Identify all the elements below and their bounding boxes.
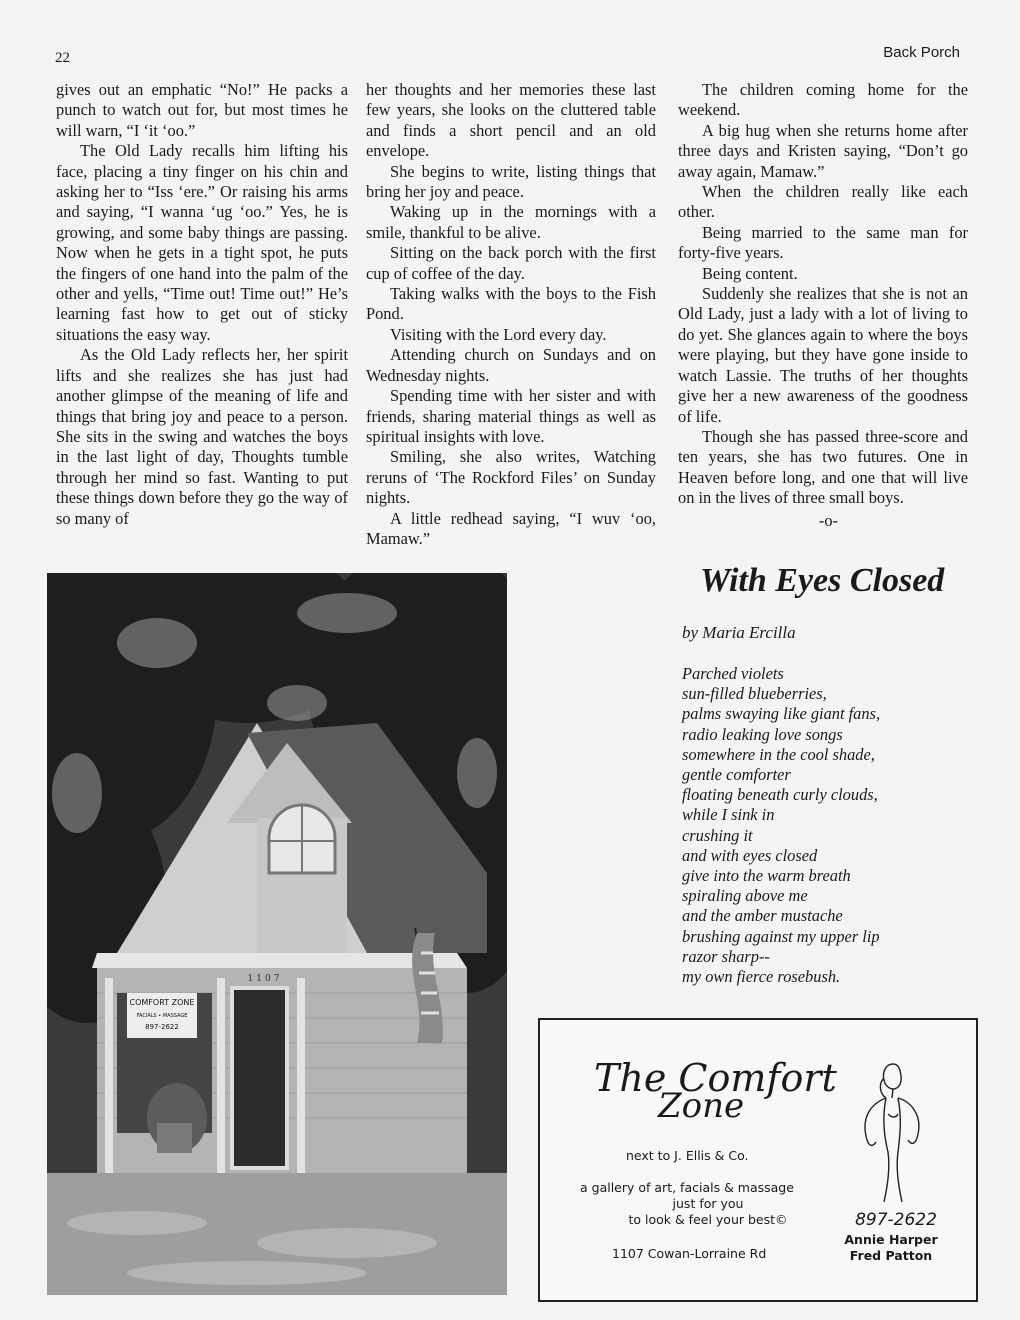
paragraph: Suddenly she realizes that she is not an Old Lady, just a lady with a lot of living to do yet. She glances again to where the boys were playing, but they have gone inside to watch Lassie. The truths of her thoughts give her a new awareness of the goodness of life. (678, 284, 968, 426)
paragraph: gives out an emphatic “No!” He packs a punch to watch out for, but most times he will warn, “I ‘it ‘oo.” (56, 80, 348, 140)
story-column-3 (678, 80, 968, 531)
house-photo (47, 573, 507, 1295)
paragraph: A big hug when she returns home after three days and Kristen saying, “Don’t go away again, Mamaw.” (678, 120, 968, 181)
paragraph: Smiling, she also writes, Watching reruns of ‘The Rockford Files’ on Sunday nights. (366, 447, 656, 508)
logo-zone: Zone (658, 1086, 745, 1126)
paragraph: She begins to write, listing things that bring her joy and peace. (366, 161, 656, 202)
poem-line: somewhere in the cool shade, (682, 744, 875, 764)
paragraph: A little redhead saying, “I wuv ‘oo, Mamaw.” (366, 508, 656, 548)
ad-phone: 897-2622 (855, 1210, 937, 1230)
end-mark: -o- (818, 510, 838, 530)
poem-line: Parched violets (682, 664, 784, 683)
ad-tagline: to look & feel your best© (628, 1212, 788, 1227)
ad-logo (594, 1056, 837, 1126)
ad-contact-name: Annie Harper (844, 1232, 938, 1247)
sign-text: COMFORT ZONE (129, 998, 195, 1007)
sign-text: 897-2622 (145, 1023, 179, 1031)
running-head: Back Porch (883, 44, 960, 61)
ad-contact-name: Fred Patton (849, 1248, 933, 1263)
paragraph: When the children really like each other. (678, 182, 968, 222)
paragraph: Taking walks with the boys to the Fish Pond. (366, 284, 656, 324)
poem-line: radio leaking love songs (682, 724, 843, 744)
logo-the: The (594, 1056, 667, 1100)
poem-line: palms swaying like giant fans, (682, 704, 881, 724)
poem-line: razor sharp-- (682, 946, 770, 966)
comfort-zone-ad (538, 1018, 978, 1302)
paragraph: The Old Lady recalls him lifting his face, placing a tiny finger on his chin and asking her to “Iss ‘ere.” Or raising his arms and saying, “I wanna ‘ug ‘oo.” Yes, he is growing, and some baby things are passing. Now when he gets in a tight spot, he puts the fingers of one hand into the palm of the other and yells, “Time out! Time out!” He’s learning fast how to get out of sticky situations the easy way. (56, 141, 348, 344)
poem-line: sun-filled blueberries, (682, 684, 827, 704)
story-column-2 (366, 80, 656, 549)
paragraph: Attending church on Sundays and on Wednesday nights. (366, 345, 656, 385)
paragraph: Spending time with her sister and with friends, sharing material things as well as spiritual insights with love. (366, 386, 656, 446)
poem-line: crushing it (682, 825, 753, 845)
page-number: 22 (55, 50, 70, 66)
paragraph: Visiting with the Lord every day. (390, 324, 607, 344)
paragraph: Waking up in the mornings with a smile, thankful to be alive. (366, 202, 656, 242)
ad-location: next to J. Ellis & Co. (626, 1148, 749, 1163)
paragraph: The children coming home for the weekend. (678, 80, 968, 120)
paragraph: Being content. (702, 263, 798, 283)
ad-tagline: just for you (672, 1196, 744, 1211)
paragraph: Sitting on the back porch with the first cup of coffee of the day. (366, 243, 656, 283)
poem-line: while I sink in (682, 805, 775, 825)
paragraph: Though she has passed three-score and ten years, she has two futures. One in Heaven before long, and one that will live on in the lives of three small boys. (678, 426, 968, 508)
poem-line: gentle comforter (682, 765, 791, 785)
poem-line: floating beneath curly clouds, (682, 785, 878, 805)
ad-tagline: a gallery of art, facials & massage (580, 1180, 794, 1195)
sign-text: FACIALS • MASSAGE (136, 1013, 188, 1019)
poem-line: my own fierce rosebush. (682, 967, 841, 987)
ad-address: 1107 Cowan-Lorraine Rd (612, 1246, 767, 1261)
poem-byline: by Maria Ercilla (682, 623, 796, 642)
poem-line: and the amber mustache (682, 906, 843, 926)
paragraph: As the Old Lady reflects her, her spirit lifts and she realizes she has just had another glimpse of the meaning of life and things that bring joy and peace to a person. She sits in the swing and watches the boys in the last light of day, Thoughts tumble through her mind so fast. Wanting to put these things down before they go the way of so many of (56, 345, 348, 528)
story-column-1 (56, 80, 348, 529)
poem-line: and with eyes closed (682, 845, 818, 865)
poem-body (682, 664, 880, 987)
poem-title: With Eyes Closed (700, 562, 945, 599)
poem-line: give into the warm breath (682, 866, 851, 886)
woman-figure-icon (848, 1056, 938, 1211)
house-number: 1107 (247, 974, 283, 984)
poem-line: spiraling above me (682, 886, 808, 906)
poem-line: brushing against my upper lip (682, 926, 880, 946)
paragraph: her thoughts and her memories these last few years, she looks on the cluttered table and finds a short pencil and an old envelope. (366, 80, 656, 161)
paragraph: Being married to the same man for forty-five years. (678, 222, 968, 263)
logo-comfort: Comfort (678, 1056, 837, 1100)
